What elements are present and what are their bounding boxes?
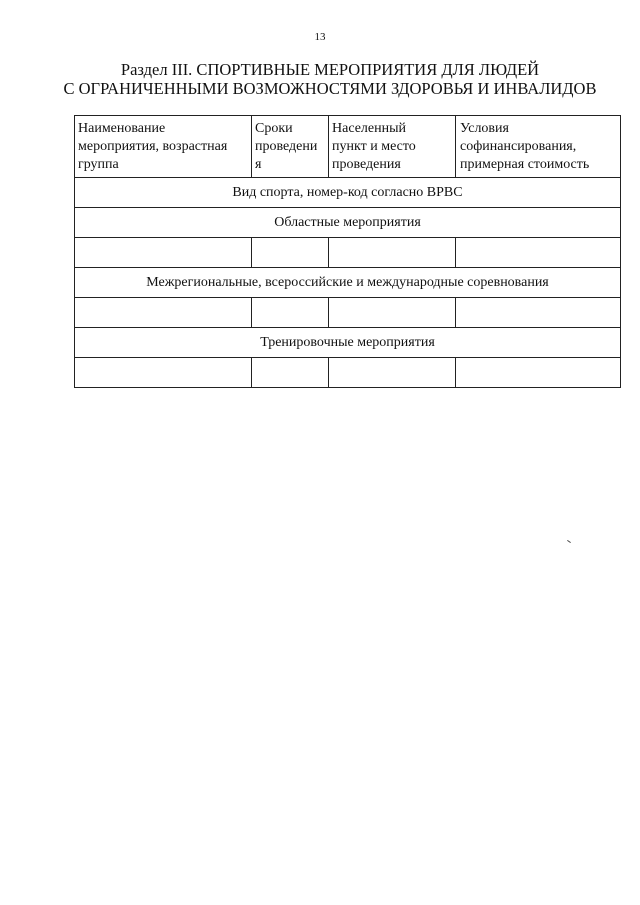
- table-row-sport-kind: [75, 178, 621, 208]
- section-regional: Областные мероприятия: [75, 208, 621, 238]
- section-title-line-2: С ОГРАНИЧЕННЫМИ ВОЗМОЖНОСТЯМИ ЗДОРОВЬЯ И ИНВАЛИДОВ: [63, 79, 597, 98]
- table-header-row: [75, 116, 621, 178]
- empty-cell: [329, 358, 456, 388]
- empty-cell: [75, 298, 252, 328]
- section-training: Тренировочные мероприятия: [75, 328, 621, 358]
- empty-cell: [252, 298, 329, 328]
- table-row-empty: [75, 298, 621, 328]
- empty-cell: [252, 238, 329, 268]
- empty-cell: [75, 358, 252, 388]
- empty-cell: [329, 238, 456, 268]
- empty-cell: [252, 358, 329, 388]
- table-row-empty: [75, 358, 621, 388]
- header-event-name: Наименование мероприятия, возрастная группа: [75, 116, 252, 178]
- events-table: [74, 115, 621, 388]
- header-dates: Сроки проведени я: [252, 116, 329, 178]
- empty-cell: [456, 238, 621, 268]
- section-interregional: Межрегиональные, всероссийские и международные соревнования: [75, 268, 621, 298]
- section-title-line-1: Раздел III. СПОРТИВНЫЕ МЕРОПРИЯТИЯ ДЛЯ ЛЮДЕЙ: [120, 60, 540, 79]
- section-title: [40, 60, 620, 98]
- empty-cell: [456, 358, 621, 388]
- table-row-regional: [75, 208, 621, 238]
- table-row-training: [75, 328, 621, 358]
- empty-cell: [456, 298, 621, 328]
- scan-mark: [567, 540, 571, 543]
- table-row-empty: [75, 238, 621, 268]
- empty-cell: [75, 238, 252, 268]
- header-location: Населенный пункт и место проведения: [329, 116, 456, 178]
- page-number: 13: [314, 31, 326, 43]
- header-conditions: Условия софинансирования, примерная стоимость: [456, 116, 621, 178]
- section-sport-kind: Вид спорта, номер-код согласно ВРВС: [75, 178, 621, 208]
- empty-cell: [329, 298, 456, 328]
- table-row-interregional: [75, 268, 621, 298]
